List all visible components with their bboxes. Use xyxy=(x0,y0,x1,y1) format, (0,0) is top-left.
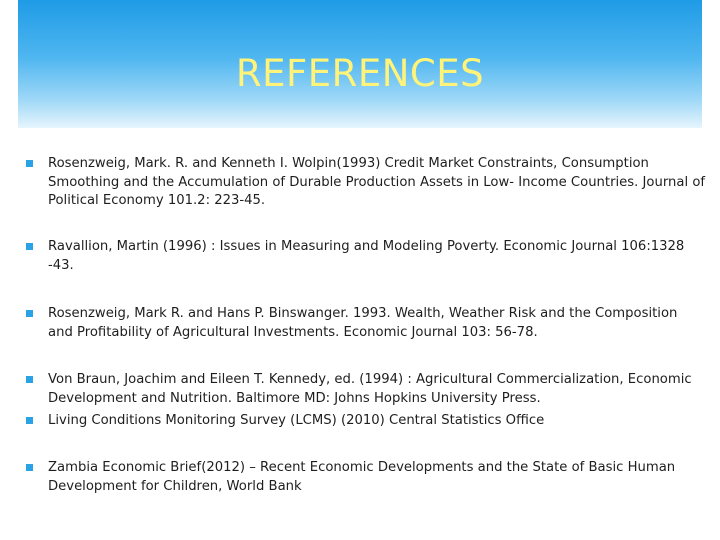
slide-title: REFERENCES xyxy=(235,52,485,95)
reference-text: Ravallion, Martin (1996) : Issues in Measuring and Modeling Poverty. Economic Journal 106:1328 -43. xyxy=(48,239,685,273)
reference-item xyxy=(26,238,706,275)
bullet-icon xyxy=(26,310,33,317)
bullet-icon xyxy=(26,243,33,250)
reference-text: Rosenzweig, Mark R. and Hans P. Binswanger. 1993. Wealth, Weather Risk and the Composition and Profitability of Agricultural Investments. Economic Journal 103: 56-78. xyxy=(48,306,678,340)
reference-item xyxy=(26,371,706,408)
bullet-icon xyxy=(26,376,33,383)
bullet-icon xyxy=(26,160,33,167)
reference-item xyxy=(26,459,706,496)
bullet-icon xyxy=(26,464,33,471)
bullet-icon xyxy=(26,417,33,424)
reference-item xyxy=(26,305,706,342)
reference-text: Rosenzweig, Mark. R. and Kenneth I. Wolpin(1993) Credit Market Constraints, Consumption Smoothing and the Accumulation of Durable Production Assets in Low- Income Countries. Journal of Political Economy 101.2: 223-45. xyxy=(48,156,706,208)
reference-text: Zambia Economic Brief(2012) – Recent Economic Developments and the State of Basic Human Development for Children, World Bank xyxy=(48,460,676,494)
reference-item xyxy=(26,412,706,431)
reference-item xyxy=(26,155,706,211)
reference-text: Von Braun, Joachim and Eileen T. Kennedy, ed. (1994) : Agricultural Commercialization, Economic Development and Nutrition. Baltimore MD: Johns Hopkins University Press. xyxy=(48,372,692,406)
reference-text: Living Conditions Monitoring Survey (LCMS) (2010) Central Statistics Office xyxy=(48,413,545,428)
